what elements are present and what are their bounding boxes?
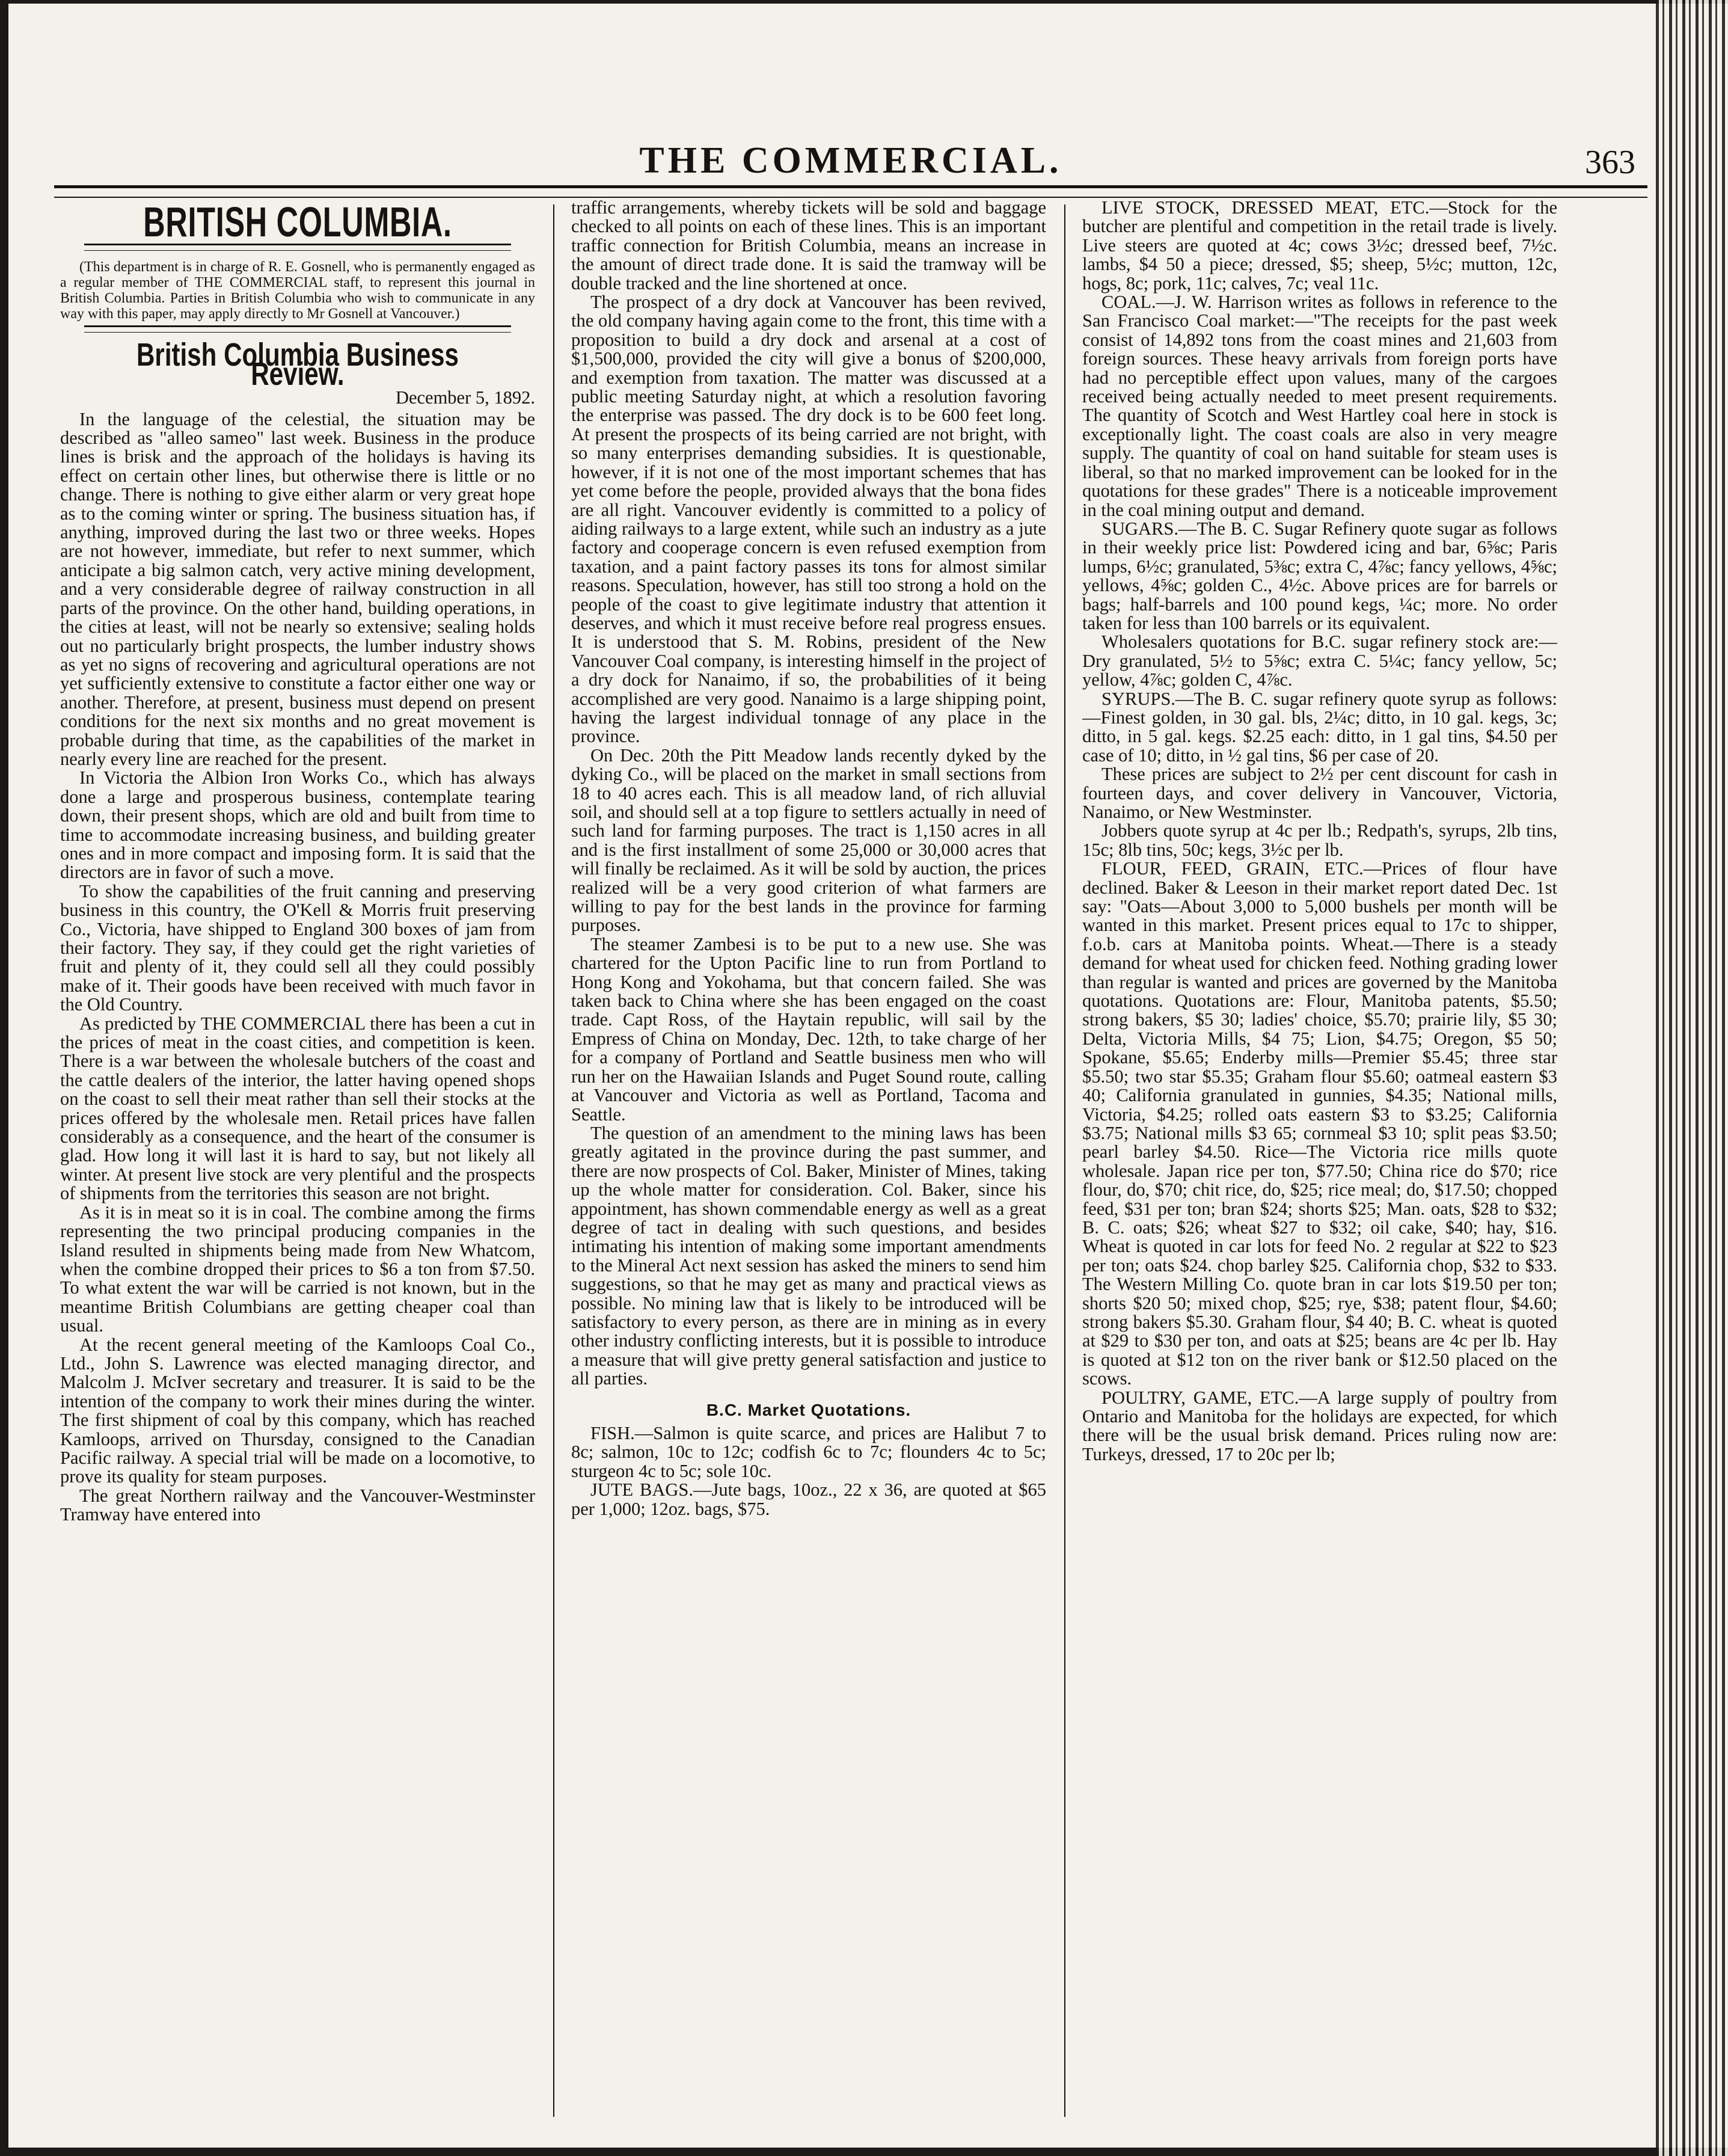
column-divider <box>1064 204 1065 2117</box>
paragraph: On Dec. 20th the Pitt Meadow lands recently dyked by the dyking Co., will be placed on the market in small sections from 18 to 40 acres each. This is all meadow land, of rich alluvial soil, and should sell at a top figure to settlers actually in need of such land for farming purposes. The tract is 1,150 acres in all and is the first installment of some 25,000 or 30,000 acres that will finally be reclaimed. As it will be sold by auction, the prices realized will be a very good criterion of what farmers are willing to pay for the best lands in the province for farming purposes. <box>571 745 1046 936</box>
column-3 <box>1082 198 1557 2123</box>
paragraph: In Victoria the Albion Iron Works Co., which has always done a large and prosperous business, contemplate tearing down, their present shops, which are old and built from time to time to accommodate increasing business, and building greater ones and in more compact and imposing form. It is said that the directors are in favor of such a move. <box>60 767 535 883</box>
market-paragraph: SYRUPS.—The B. C. sugar refinery quote syrup as follows:—Finest golden, in 30 gal. bls, 2¼c; ditto, in 10 gal. kegs, 3c; ditto, in 5 gal. kegs. $2.25 each: ditto, in 1 gal tins, $4.50 per case of 10; ditto, in ½ gal tins, $6 per case of 20. <box>1082 688 1557 766</box>
department-notice: (This department is in charge of R. E. Gosnell, who is permanently engaged as a regular member of THE COMMERCIAL staff, to represent this journal in British Columbia. Parties in British Columbia who wish to communicate in any way with this paper, may apply directly to Mr Gosnell at Vancouver.) <box>60 259 535 322</box>
section-title: BRITISH COLUMBIA. <box>143 198 452 245</box>
market-quotations-title: B.C. Market Quotations. <box>706 1400 911 1419</box>
paragraph: The question of an amendment to the mining laws has been greatly agitated in the province during the past summer, and there are now prospects of Col. Baker, Minister of Mines, taking up the whole matter for consideration. Col. Baker, since his appointment, has shown commendable energy as well as a great degree of tact in dealing with such questions, and besides intimating his intention of making some important amendments to the Mineral Act next session has asked the miners to send him suggestions, so that he may get as many and practical views as possible. No mining law that is likely to be introduced will be satisfactory to every person, as there are in mining as in every other industry conflicting interests, but it is possible to introduce a measure that will give pretty general satisfaction and justice to all parties. <box>571 1122 1046 1389</box>
paragraph: The great Northern railway and the Vancouver-Westminster Tramway have entered into <box>60 1485 535 1525</box>
market-paragraph: Jobbers quote syrup at 4c per lb.; Redpath's, syrups, 2lb tins, 15c; 8lb tins, 50c; kegs, 3½c per lb. <box>1082 820 1557 860</box>
column-divider <box>553 204 554 2117</box>
masthead: THE COMMERCIAL. <box>639 140 1062 181</box>
market-paragraph: LIVE STOCK, DRESSED MEAT, ETC.—Stock for the butcher are plentiful and competition in the retail trade is lively. Live steers are quoted at 4c; cows 3½c; dressed beef, 7½c. lambs, $4 50 a piece; dressed, $5; sheep, 5½c; mutton, 12c, hogs, 8c; pork, 11c; calves, 7c; veal 11c. <box>1082 198 1557 293</box>
title-rule <box>84 325 511 333</box>
paragraph: At the recent general meeting of the Kamloops Coal Co., Ltd., John S. Lawrence was elected managing director, and Malcolm J. McIver secretary and treasurer. It is said to be the intention of the company to work their mines during the winter. The first shipment of coal by this company, which has reached Kamloops, arrived on Thursday, consigned to the Canadian Pacific railway. A special trial will be made on a locomotive, to prove its quality for steam purposes. <box>60 1334 535 1487</box>
market-paragraph: FLOUR, FEED, GRAIN, ETC.—Prices of flour have declined. Baker & Leeson in their market report dated Dec. 1st say: "Oats—About 3,000 to 5,000 bushels per month will be wanted in this market. Present prices equal to 17c to shipper, f.o.b. cars at Manitoba points. Wheat.—There is a steady demand for wheat used for chicken feed. Nothing grading lower than regular is wanted and prices are governed by the Manitoba quotations. Quotations are: Flour, Manitoba patents, $5.50; strong bakers, $5 30; ladies' choice, $5.70; prairie lily, $5 30; Delta, Victoria Mills, $4 75; Lion, $4.75; Oregon, $5 50; Spokane, $5.65; Enderby mills—Premier $5.45; three star $5.50; two star $5.35; Graham flour $5.60; oatmeal eastern $3 40; California granulated in gunnies, $4.35; National mills, Victoria, $4.25; rolled oats eastern $3 to $3.25; California $3.75; National mills $3 65; cornmeal $3 10; split peas $3.50; pearl barley $4.50. Rice—The Victoria rice mills quote wholesale. Japan rice per ton, $77.50; China rice do $70; rice flour, do, $70; chit rice, do, $25; rice meal; do, $17.50; chopped feed, $31 per ton; bran $24; shorts $25; Man. oats, $28 to $32; B. C. oats; $26; wheat $27 to $32; oil cake, $40; hay, $16. Wheat is quoted in car lots for feed No. 2 regular at $22 to $23 per ton; oats $24. chop barley $25. California chop, $32 to $33. The Western Milling Co. quote bran in car lots $19.50 per ton; shorts $20 50; mixed chop, $25; rye, $38; patent flour, $4.60; strong bakers $5.30. Graham flour, $4 40; B. C. wheat is quoted at $29 to $30 per ton, and oats at $25; beans are 4c per lb. Hay is quoted at $12 ton on the river bank or $12.50 placed on the scows. <box>1082 858 1557 1389</box>
paragraph: In the language of the celestial, the situation may be described as "alleo sameo" last week. Business in the produce lines is brisk and the approach of the holidays is having its effect on certain other lines, but otherwise there is little or no change. There is nothing to give either alarm or very great hope as to the coming winter or spring. The business situation has, if anything, improved during the last two or three weeks. Hopes are not however, immediate, but refer to next summer, which anticipate a big salmon catch, very active mining development, and a very considerable degree of railway construction in all parts of the province. On the other hand, building operations, in the cities at least, will not be nearly so extensive; sealing holds out no particularly bright prospects, the lumber industry shows as yet no signs of recovering and agricultural operations are not yet sufficiently extensive to constitute a factor either one way or another. Therefore, at present, business must depend on present conditions for the next six months and no great movement is probable during that time, as the capabilities of the market in nearly every line are reached for the present. <box>60 408 535 769</box>
market-paragraph: SUGARS.—The B. C. Sugar Refinery quote sugar as follows in their weekly price list: Powdered icing and bar, 6⅝c; Paris lumps, 6½c; granulated, 5⅜c; extra C, 4⅞c; fancy yellows, 4⅝c; yellows, 4⅝c; golden C., 4½c. Above prices are for barrels or bags; half-barrels and 100 pound kegs, ¼c; more. No order taken for less than 100 barrels or its equivalent. <box>1082 518 1557 633</box>
dateline: December 5, 1892. <box>395 387 535 408</box>
scan-edge-left <box>0 0 8 2156</box>
market-paragraph: JUTE BAGS.—Jute bags, 10oz., 22 x 36, are quoted at $65 per 1,000; 12oz. bags, $75. <box>571 1479 1046 1519</box>
column-2 <box>571 198 1046 2123</box>
column-1 <box>60 198 535 2123</box>
paragraph: The prospect of a dry dock at Vancouver has been revived, the old company having again come to the front, this time with a proposition to build a dry dock and arsenal at a cost of $1,500,000, provided the city will give a bonus of $200,000, and exemption from taxation. The matter was discussed at a public meeting Saturday night, at which a resolution favoring the enterprise was passed. The dry dock is to be 600 feet long. At present the prospects of its being carried are not bright, with so many enterprises demanding subsidies. It is questionable, however, if it is not one of the most important schemes that has yet come before the people, provided always that the bona fides are all right. Vancouver evidently is committed to a policy of aiding railways to a large extent, while such an industry as a jute factory and cooperage concern is even refused exemption from taxation, and a paint factory passes its tons for almost similar reasons. Speculation, however, has still too strong a hold on the people of the coast to give legitimate industry that attention it deserves, and which it must receive before real progress ensues. It is understood that S. M. Robins, president of the New Vancouver Coal company, is interesting himself in the project of a dry dock for Nanaimo, if so, the probabilities of it being accomplished are very good. Nanaimo is a large shipping point, having the largest individual tonnage of any place in the province. <box>571 292 1046 747</box>
paragraph: As predicted by THE COMMERCIAL there has been a cut in the prices of meat in the coast cities, and competition is keen. There is a war between the wholesale butchers of the coast and the cattle dealers of the interior, the latter having opened shops on the coast to sell their meat rather than sell their stocks at the prices offered by the wholesale men. Retail prices have fallen considerably as a consequence, and the heart of the consumer is glad. How long it will last it is hard to say, but not likely all winter. At present live stock are very plentiful and the prospects of shipments from the territories this season are not bright. <box>60 1013 535 1204</box>
header-rule <box>54 185 1647 198</box>
page-number: 363 <box>1585 144 1635 181</box>
paragraph: The steamer Zambesi is to be put to a new use. She was chartered for the Upton Pacific line to run from Portland to Hong Kong and Yokohama, but that concern failed. She was taken back to China where she has been engaged on the coast trade. Capt Ross, of the Haytain republic, will sail by the Empress of China on Monday, Dec. 12th, to take charge of her for a company of Portland and Seattle business men who will run her on the Hawaiian Islands and Puget Sound route, calling at Vancouver and Victoria as well as Portland, Tacoma and Seattle. <box>571 933 1046 1125</box>
paragraph: As it is in meat so it is in coal. The combine among the firms representing the two principal producing companies in the Island resulted in shipments being made from New Whatcom, when the combine dropped their prices to $6 a ton from $7.50. To what extent the war will be carried is not known, but in the meantime British Columbians are getting cheaper coal than usual. <box>60 1202 535 1336</box>
scan-edge-top <box>0 0 1728 14</box>
scan-edge-right <box>1656 0 1728 2156</box>
market-paragraph: POULTRY, GAME, ETC.—A large supply of poultry from Ontario and Manitoba for the holidays are expected, for which there will be the usual brisk demand. Prices ruling now are: Turkeys, dressed, 17 to 20c per lb; <box>1082 1387 1557 1464</box>
scan-edge-bottom <box>0 2148 1728 2156</box>
market-paragraph: FISH.—Salmon is quite scarce, and prices are Halibut 7 to 8c; salmon, 10c to 12c; codfish 6c to 7c; flounders 4c to 5c; sturgeon 4c to 5c; sole 10c. <box>571 1423 1046 1481</box>
paragraph: To show the capabilities of the fruit canning and preserving business in this country, the O'Kell & Morris fruit preserving Co., Victoria, have shipped to England 300 boxes of jam from their factory. They say, if they could get the right varieties of fruit and plenty of it, they could sell all they could possibly make of it. Their goods have been received with much favor in the Old Country. <box>60 880 535 1015</box>
market-paragraph: Wholesalers quotations for B.C. sugar refinery stock are:—Dry granulated, 5½ to 5⅝c; extra C. 5¼c; fancy yellow, 5c; yellow, 4⅞c; golden C, 4⅞c. <box>1082 631 1557 690</box>
market-paragraph: These prices are subject to 2½ per cent discount for cash in fourteen days, and cover delivery in Vancouver, Victoria, Nanaimo, or New Westminster. <box>1082 764 1557 822</box>
article-title: British Columbia Business Review. <box>136 337 459 392</box>
market-paragraph: COAL.—J. W. Harrison writes as follows in reference to the San Francisco Coal market:—"The receipts for the past week consist of 14,892 tons from the coast mines and 21,603 from foreign sources. These heavy arrivals from foreign ports have had no perceptible effect upon values, many of the cargoes received being actually needed to meet present requirements. The quantity of Scotch and West Hartley coal here in stock is exceptionally light. The coast coals are also in very meagre supply. The quantity of coal on hand suitable for steam uses is liberal, so that no marked improvement can be looked for in the quotations for these grades" There is a noticeable improvement in the coal mining output and demand. <box>1082 292 1557 520</box>
paragraph: traffic arrangements, whereby tickets will be sold and baggage checked to all points on each of these lines. This is an important traffic connection for British Columbia, means an increase in the amount of direct trade done. It is said the tramway will be double tracked and the line shortened at once. <box>571 198 1046 293</box>
